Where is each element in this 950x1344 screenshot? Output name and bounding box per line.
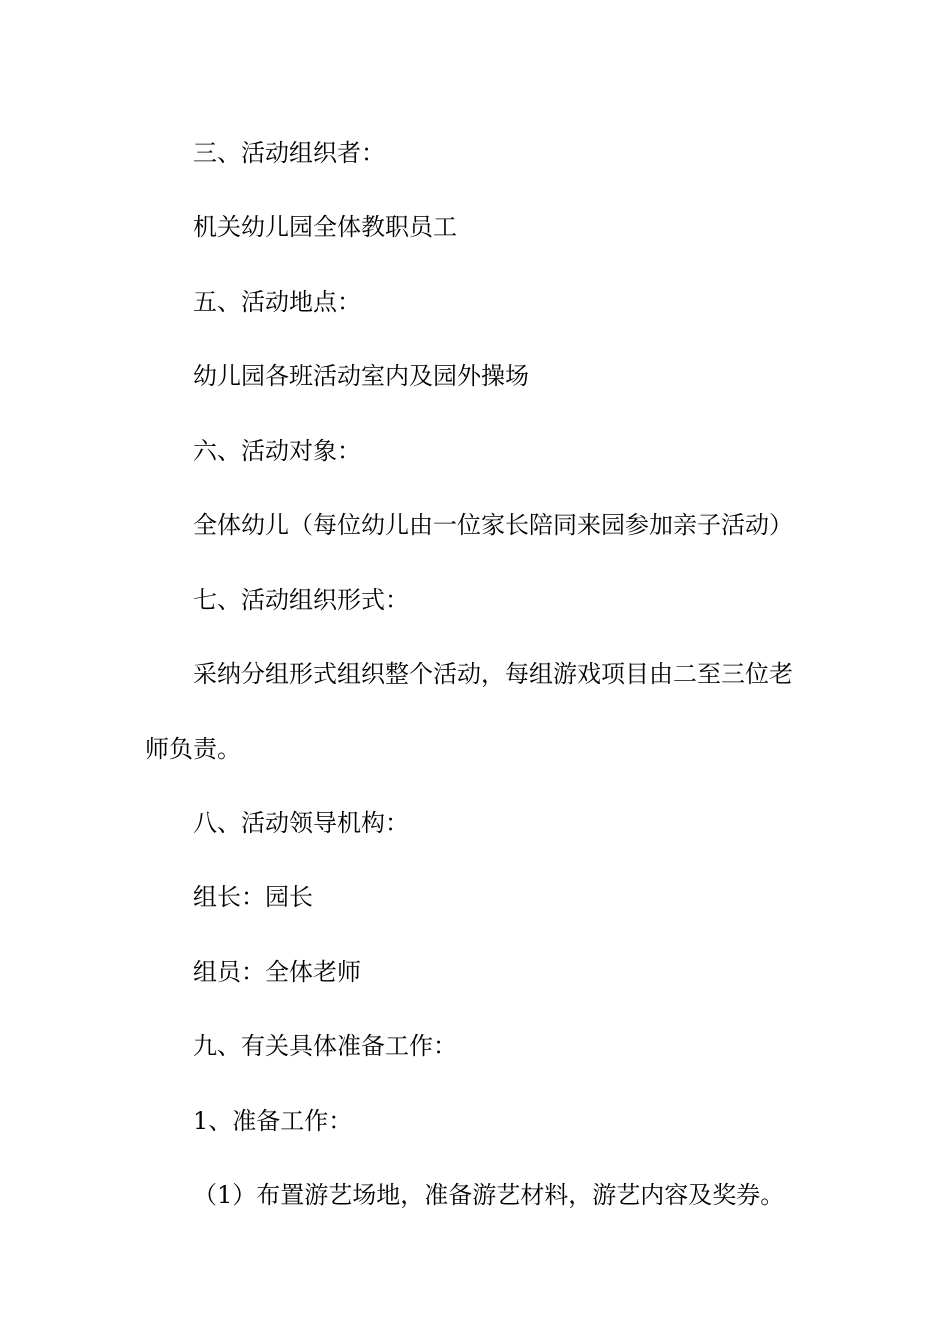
heading-leadership: 八、活动领导机构： [193, 809, 409, 837]
paragraph-format-continued: 师负责。 [145, 735, 241, 763]
heading-format: 七、活动组织形式： [193, 586, 409, 614]
list-item-preparation-1: （1）布置游艺场地，准备游艺材料，游艺内容及奖券。 [193, 1181, 785, 1209]
heading-participants: 六、活动对象： [193, 437, 361, 465]
heading-preparation: 九、有关具体准备工作： [193, 1032, 457, 1060]
paragraph-participants: 全体幼儿（每位幼儿由一位家长陪同来园参加亲子活动） [193, 511, 793, 539]
paragraph-members: 组员：全体老师 [193, 958, 361, 986]
paragraph-leader: 组长：园长 [193, 883, 313, 911]
paragraph-format: 采纳分组形式组织整个活动，每组游戏项目由二至三位老 [193, 660, 793, 688]
heading-location: 五、活动地点： [193, 288, 361, 316]
paragraph-organizer: 机关幼儿园全体教职员工 [193, 213, 457, 241]
heading-organizer: 三、活动组织者： [193, 139, 385, 167]
subheading-preparation-work: 1、准备工作： [193, 1107, 353, 1135]
paragraph-location: 幼儿园各班活动室内及园外操场 [193, 362, 529, 390]
